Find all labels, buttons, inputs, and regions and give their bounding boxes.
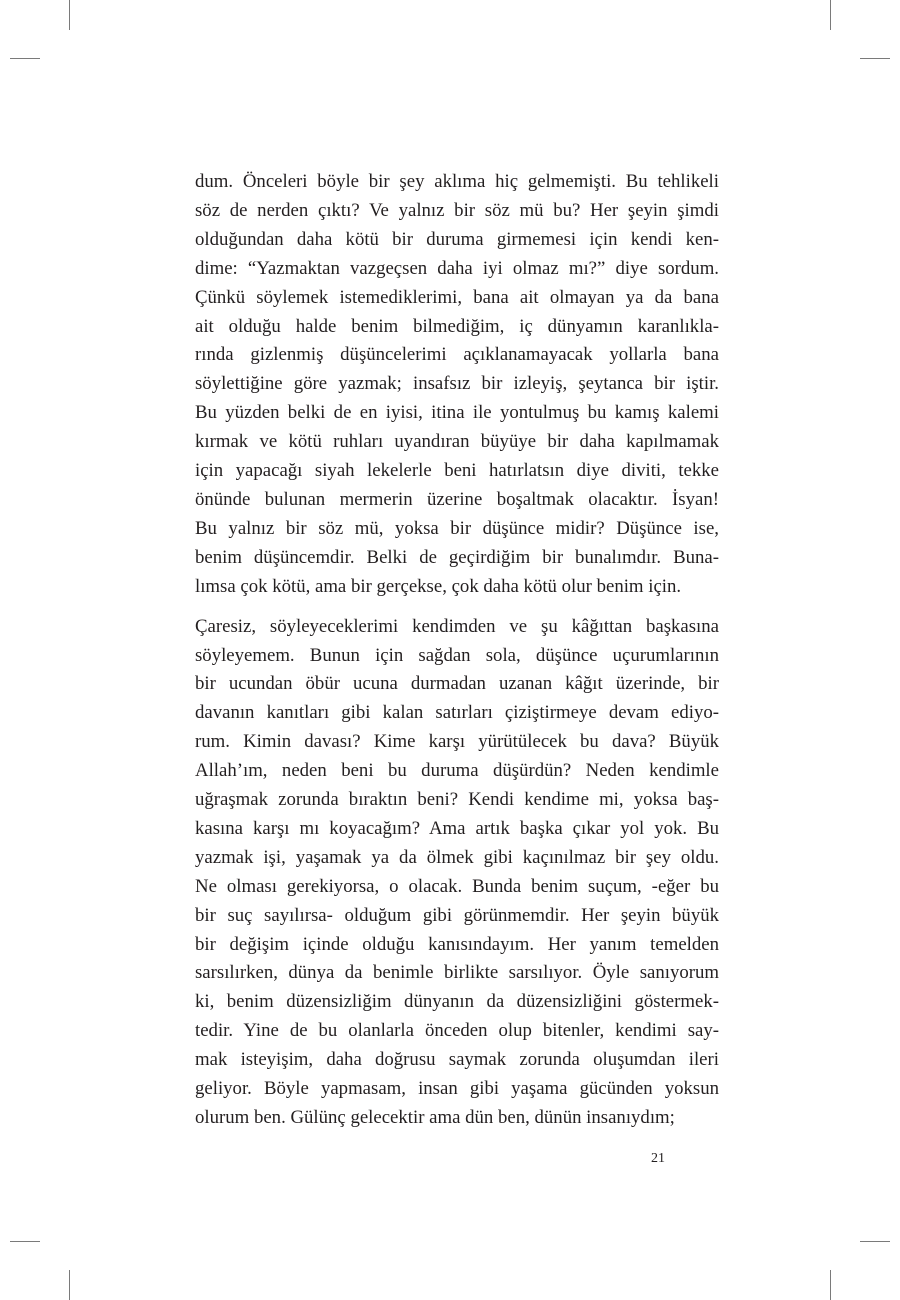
text-line: ki, benim düzensizliğim dünyanın da düzensizliğini göstermek-: [195, 991, 719, 1013]
text-line: Çaresiz, söyleyeceklerimi kendimden ve şu kâğıttan başkasına: [195, 615, 719, 637]
text-line: bir suç sayılırsa- olduğum gibi görünmemdir. Her şeyin büyük: [195, 904, 719, 926]
paragraph-2: [195, 613, 719, 1133]
text-line: benim düşüncemdir. Belki de geçirdiğim bir bunalımdır. Buna-: [195, 546, 719, 568]
paragraph-1: [195, 168, 719, 602]
crop-mark-top-right: [830, 0, 831, 30]
text-line: Bu yalnız bir söz mü, yoksa bir düşünce midir? Düşünce ise,: [195, 517, 719, 539]
text-line: davanın kanıtları gibi kalan satırları çiziştirmeye devam ediyo-: [195, 702, 719, 724]
text-line: uğraşmak zorunda bıraktın beni? Kendi kendime mi, yoksa baş-: [195, 789, 719, 811]
text-line: rında gizlenmiş düşüncelerimi açıklanamayacak yollarla bana: [195, 344, 719, 366]
text-line: söz de nerden çıktı? Ve yalnız bir söz mü bu? Her şeyin şimdi: [195, 199, 719, 221]
text-line: rum. Kimin davası? Kime karşı yürütülecek bu dava? Büyük: [195, 731, 719, 753]
text-line: olurum ben. Gülünç gelecektir ama dün ben, dünün insanıydım;: [195, 1107, 675, 1128]
text-line: Bu yüzden belki de en iyisi, itina ile yontulmuş bu kamış kalemi: [195, 402, 719, 424]
text-line: lımsa çok kötü, ama bir gerçekse, çok daha kötü olur benim için.: [195, 575, 682, 597]
text-line: önünde bulunan mermerin üzerine boşaltmak olacaktır. İsyan!: [195, 488, 719, 510]
text-line: bir ucundan öbür ucuna durmadan uzanan kâğıt üzerinde, bir: [195, 673, 719, 695]
text-line: bir değişim içinde olduğu kanısındayım. Her yanım temelden: [195, 933, 719, 955]
text-line: söyleyemem. Bunun için sağdan sola, düşünce uçurumlarının: [195, 644, 719, 666]
crop-mark-top-left: [69, 0, 70, 30]
text-line: kasına karşı mı koyacağım? Ama artık başka çıkar yol yok. Bu: [195, 817, 719, 839]
text-line: için yapacağı siyah lekelerle beni hatırlatsın diye diviti, tekke: [195, 460, 719, 482]
text-line: yazmak işi, yaşamak ya da ölmek gibi kaçınılmaz bir şey oldu.: [195, 846, 719, 868]
crop-mark-right-bottom: [860, 1241, 890, 1242]
crop-mark-bottom-right: [830, 1270, 831, 1300]
text-line: geliyor. Böyle yapmasam, insan gibi yaşama gücünden yoksun: [195, 1078, 719, 1100]
text-line: kırmak ve kötü ruhları uyandıran büyüye bir daha kapılmamak: [195, 431, 719, 453]
text-line: ait olduğu halde benim bilmediğim, iç dünyamın karanlıkla-: [195, 315, 719, 337]
page-number: 21: [651, 1151, 665, 1166]
crop-mark-left-top: [10, 58, 40, 59]
text-line: dum. Önceleri böyle bir şey aklıma hiç gelmemişti. Bu tehlikeli: [195, 171, 719, 192]
text-line: mak isteyişim, daha doğrusu saymak zorunda oluşumdan ileri: [195, 1049, 719, 1071]
text-line: olduğundan daha kötü bir duruma girmemesi için kendi ken-: [195, 228, 719, 250]
crop-mark-left-bottom: [10, 1241, 40, 1242]
text-line: söylettiğine göre yazmak; insafsız bir izleyiş, şeytanca bir iştir.: [195, 373, 719, 395]
text-line: Çünkü söylemek istemediklerimi, bana ait olmayan ya da bana: [195, 286, 719, 308]
crop-mark-bottom-left: [69, 1270, 70, 1300]
text-line: sarsılırken, dünya da benimle birlikte sarsılıyor. Öyle sanıyorum: [195, 962, 719, 984]
text-line: tedir. Yine de bu olanlarla önceden olup bitenler, kendimi say-: [195, 1020, 719, 1042]
body-text: [195, 168, 719, 1133]
text-line: Ne olması gerekiyorsa, o olacak. Bunda benim suçum, -eğer bu: [195, 875, 719, 897]
crop-mark-right-top: [860, 58, 890, 59]
paragraph-spacer: [195, 602, 719, 613]
text-line: Allah’ım, neden beni bu duruma düşürdün? Neden kendimle: [195, 760, 719, 782]
text-line: dime: “Yazmaktan vazgeçsen daha iyi olmaz mı?” diye sordum.: [195, 257, 719, 279]
